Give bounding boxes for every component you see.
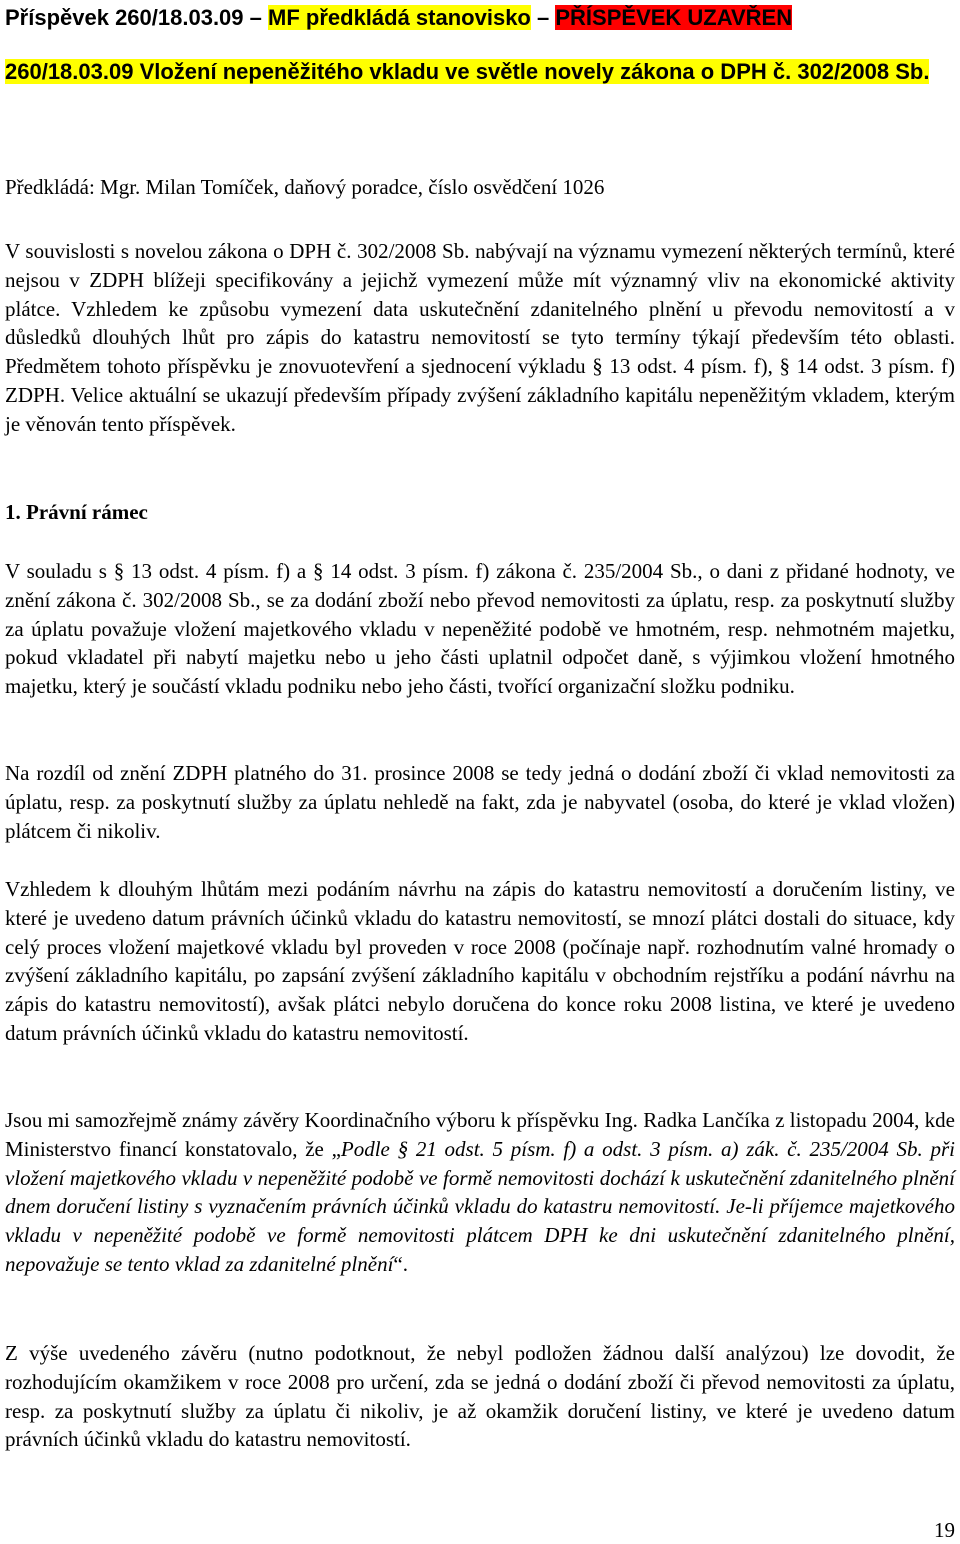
post-header (5, 2, 792, 34)
ministry-quote: Podle § 21 odst. 5 písm. f) a odst. 3 písm. a) zák. č. 235/2004 Sb. při vložení majetkového vkladu v nepeněžité podobě ve formě nemovitosti dochází k uskutečnění zdanitelného plnění dnem doručení listiny s vyznačením právních účinků vkladu do katastru nemovitostí. Je-li příjemce majetkového vkladu v nepeněžité podobě ve formě nemovitosti plátcem DPH ke dni uskutečnění zdanitelného plnění, nepovažuje se tento vklad za zdanitelné plnění (5, 1136, 955, 1276)
section-heading: 1. Právní rámec (5, 500, 148, 524)
document-title (5, 58, 955, 86)
status-closed-badge: PŘÍSPĚVEK UZAVŘEN (555, 5, 793, 30)
legal-framework-paragraph: V souladu s § 13 odst. 4 písm. f) a § 14 odst. 3 písm. f) zákona č. 235/2004 Sb., o dani z přidané hodnoty, ve znění zákona č. 302/2008 Sb., se za dodání zboží nebo převod nemovitosti za úplatu, resp. za poskytnutí služby za úplatu považuje vložení majetkového vkladu v nepeněžité podobě ve hmotném, resp. nehmotném majetku, pokud vkladatel při nabytí majetku nebo u jeho části uplatnil odpočet daně, s výjimkou vložení hmotného majetku, který je součástí vkladu podniku nebo jeho části, tvořící organizační složku podniku. (5, 559, 955, 699)
difference-paragraph: Na rozdíl od znění ZDPH platného do 31. prosince 2008 se tedy jedná o dodání zboží či vklad nemovitosti za úplatu, resp. za poskytnutí služby za úplatu nehledě na fakt, zda je nabyvatel (osoba, do které je vklad vložen) plátcem či nikoliv. (5, 761, 955, 843)
conclusion-paragraph: Z výše uvedeného závěru (nutno podotknout, že nebyl podložen žádnou další analýzou) lze dovodit, že rozhodujícím okamžikem v roce 2008 pro určení, zda se jedná o dodání zboží či převod nemovitosti za úplatu, resp. za poskytnutí služby za úplatu či nikoliv, je až okamžik doručení listiny, ve které je uvedeno datum právních účinků vkladu do katastru nemovitostí. (5, 1341, 955, 1452)
post-header-prefix: Příspěvek 260/18.03.09 – (5, 5, 262, 30)
page-number: 19 (934, 1518, 955, 1542)
committee-paragraph (5, 1106, 955, 1279)
document-page (5, 0, 955, 1544)
quote-close: “. (393, 1251, 408, 1276)
delay-paragraph: Vzhledem k dlouhým lhůtám mezi podáním návrhu na zápis do katastru nemovitostí a doručením listiny, ve které je uvedeno datum právních účinků vkladu do katastru nemovitostí, se mnozí plátci dostali do situace, kdy celý proces vložení majetkové vkladu byl proveden v roce 2008 (počínaje např. rozhodnutím valné hromady o zvýšení základního kapitálu, po zapsání zvýšení základního kapitálu v obchodním rejstříku a podání návrhu na zápis do katastru nemovitostí), avšak plátci nebylo doručena do konce roku 2008 listina, ve které je uvedeno datum právních účinků vkladu do katastru nemovitostí. (5, 877, 955, 1045)
status-stanovisko: MF předkládá stanovisko (268, 5, 531, 30)
intro-paragraph: V souvislosti s novelou zákona o DPH č. 302/2008 Sb. nabývají na významu vymezení některých termínů, které nejsou v ZDPH blížeji specifikovány a jejichž vymezení může mít významný vliv na ekonomické aktivity plátce. Vzhledem ke způsobu vymezení data uskutečnění zdanitelného plnění u převodu nemovitostí a v důsledků dlouhých lhůt pro zápis do katastru nemovitostí se tyto termíny týkají především této oblasti. Předmětem tohoto příspěvku je znovuotevření a sjednocení výkladu § 13 odst. 4 písm. f), § 14 odst. 3 písm. f) ZDPH. Velice aktuální se ukazují především případy zvýšení základního kapitálu nepeněžitým vkladem, kterým je věnován tento příspěvek. (5, 239, 955, 436)
document-title-text: 260/18.03.09 Vložení nepeněžitého vkladu ve světle novely zákona o DPH č. 302/2008 Sb. (5, 59, 930, 84)
author-line: Předkládá: Mgr. Milan Tomíček, daňový poradce, číslo osvědčení 1026 (5, 175, 605, 199)
committee-paragraph-lead: Jsou mi samozřejmě známy závěry Koordinačního výboru k příspěvku Ing. Radka Lančíka z listopadu 2004, kde Ministerstvo financí konstatovalo, že „ (5, 1108, 955, 1161)
post-header-dash: – (537, 5, 550, 30)
